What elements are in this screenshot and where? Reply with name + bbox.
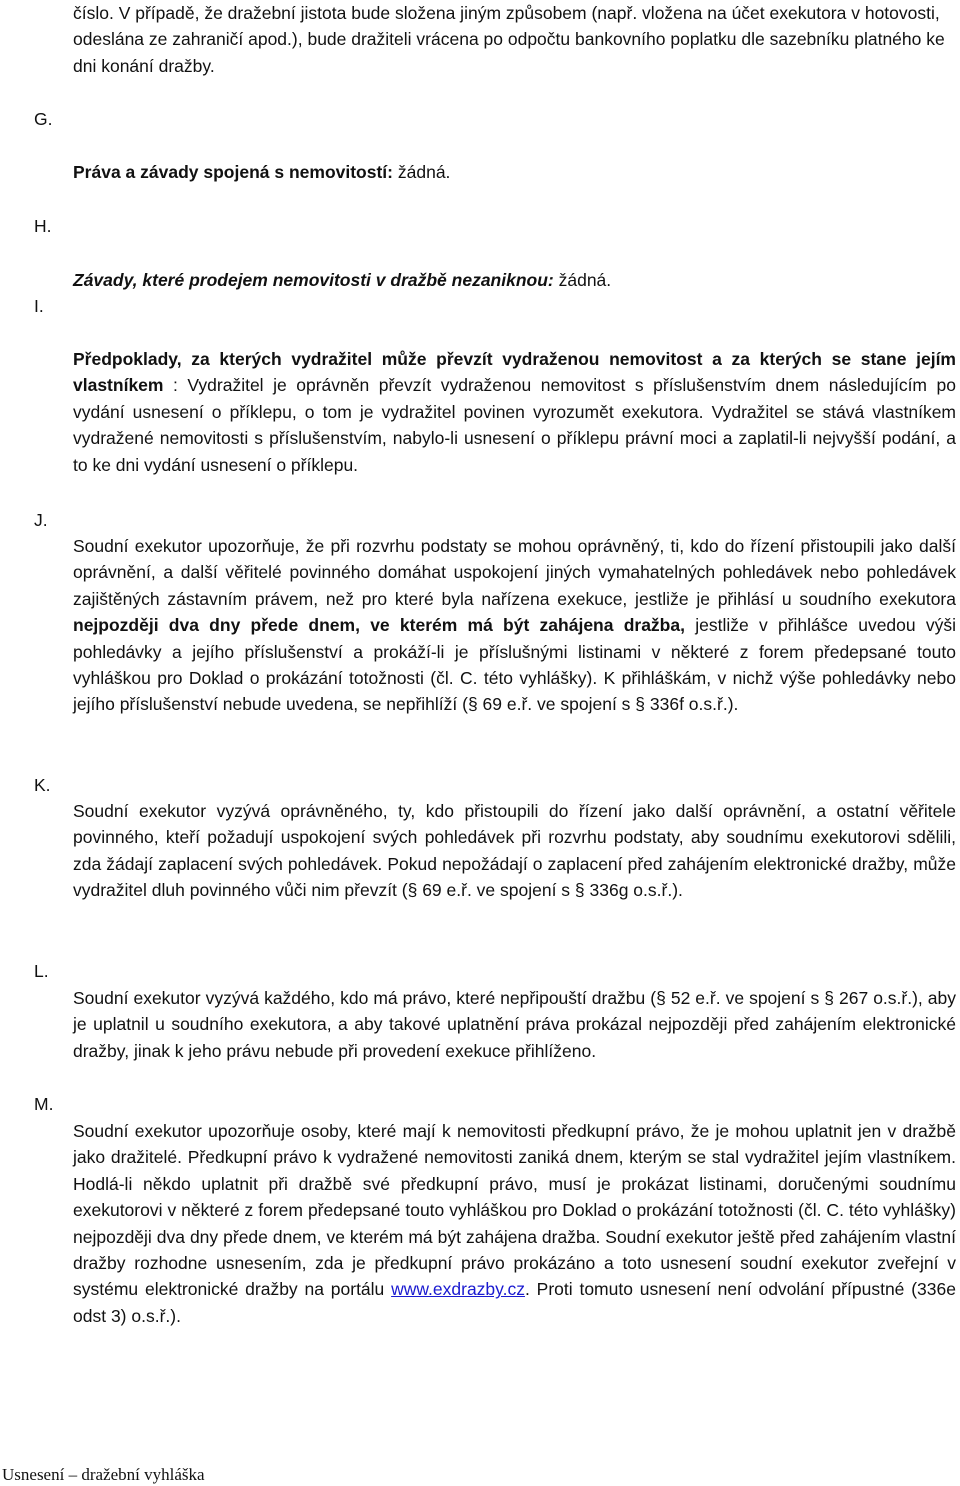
section-letter-j: J. <box>34 510 48 530</box>
section-letter-h: H. <box>34 216 52 236</box>
section-g <box>73 159 956 185</box>
section-letter-k: K. <box>34 775 51 795</box>
section-l-text: Soudní exekutor vyzývá každého, kdo má právo, které nepřipouští dražbu (§ 52 e.ř. ve spojení s § 267 o.s.ř.), aby je uplatnil u soudního exekutora, a aby takové uplatnění práva prokázal nejpozději před zahájením elektronické dražby, jinak k jeho právu nebude při provedení exekuce přihlíženo. <box>73 988 956 1061</box>
section-m <box>73 1118 956 1329</box>
section-j-text1: Soudní exekutor upozorňuje, že při rozvrhu podstaty se mohou oprávněný, ti, kdo do řízení přistoupili jako další oprávnění, a další věřitelé povinného domáhat uspokojení jiných vymahatelných pohledávek nebo pohledávek zajištěných zástavním právem, než pro které byla nařízena exekuce, jestliže je přihlásí u soudního exekutora <box>73 536 956 609</box>
section-l <box>73 985 956 1064</box>
section-letter-g: G. <box>34 109 53 129</box>
section-i-text: : Vydražitel je oprávněn převzít vydraženou nemovitost s příslušenstvím dnem následujícím po vydání usnesení o příklepu, o tom je vydražitel povinen vyrozumět exekutora. Vydražitel se stává vlastníkem vydražené nemovitosti s příslušenstvím, nabylo-li usnesení o příklepu právní moci a zaplatil-li nejvyšší podání, a to ke dni vydání usnesení o příklepu. <box>73 375 956 475</box>
section-j <box>73 533 956 718</box>
section-h-value: žádná. <box>558 270 612 290</box>
section-letter-i: I. <box>34 296 44 316</box>
continuation-paragraph <box>73 0 956 79</box>
section-k <box>73 798 956 904</box>
section-m-text1: Soudní exekutor upozorňuje osoby, které mají k nemovitosti předkupní právo, že je mohou uplatnit jen v dražbě jako dražitelé. Předkupní právo k vydražené nemovitosti zaniká dnem, kterým se stal vydražitel jejím vlastníkem. Hodlá-li někdo uplatnit při dražbě své předkupní právo, musí je prokázat listinami, doručenými soudnímu exekutorovi v některé z forem předepsané touto vyhláškou pro Doklad o prokázání totožnosti (čl. C. této vyhlášky) nejpozději dva dny přede dnem, ve kterém má být zahájena dražba. Soudní exekutor ještě před zahájením vlastní dražby rozhodne usnesením, zda je předkupní právo prokázáno a toto usnesení soudní exekutor zveřejní v systému elektronické dražby na portálu <box>73 1121 956 1300</box>
section-j-text2: jestliže v přihlášce uvedou výši pohledávky a jejího příslušenství a prokáží-li je příslušnými listinami v některé z forem předepsané touto vyhláškou pro Doklad o prokázání totožnosti (čl. C. této vyhlášky). K přihláškám, v nichž výše pohledávky nebo jejího příslušenství nebude uvedena, se nepřihlíží (§ 69 e.ř. ve spojení s § 336f o.s.ř.). <box>73 615 957 715</box>
exdrazby-link[interactable]: www.exdrazby.cz <box>391 1279 525 1300</box>
section-g-value: žádná. <box>397 162 451 182</box>
continuation-text: číslo. V případě, že dražební jistota bude složena jiným způsobem (např. vložena na účet exekutora v hotovosti, odeslána ze zahraničí apod.), bude dražiteli vrácena po odpočtu bankovního poplatku dle sazebníku platného ke dni konání dražby. <box>73 3 945 76</box>
section-h-label: Závady, které prodejem nemovitosti v dražbě nezaniknou: <box>73 270 554 290</box>
section-m-text2: . Proti tomuto usnesení není odvolání přípustné (336e odst 3) o.s.ř.). <box>73 1279 956 1326</box>
section-h <box>73 267 956 293</box>
page-footer: Usnesení – dražební vyhláška <box>2 1465 205 1484</box>
section-k-text: Soudní exekutor vyzývá oprávněného, ty, kdo přistoupili do řízení jako další oprávnění, a ostatní věřitele povinného, kteří požadují uspokojení svých pohledávek při rozvrhu podstaty, aby soudnímu exekutorovi sdělili, zda žádají zaplacení svých pohledávek. Pokud nepožádají o zaplacení před zahájením elektronické dražby, může vydražitel dluh povinného vůči nim převzít (§ 69 e.ř. ve spojení s § 336g o.s.ř.). <box>73 801 956 901</box>
section-g-label: Práva a závady spojená s nemovitostí: <box>73 162 393 182</box>
section-j-deadline: nejpozději dva dny přede dnem, ve kterém má být zahájena dražba, <box>73 615 685 636</box>
section-letter-m: M. <box>34 1094 54 1114</box>
section-i <box>73 346 956 478</box>
section-letter-l: L. <box>34 961 49 981</box>
section-i-label: Předpoklady, za kterých vydražitel může převzít vydraženou nemovitost a za kterých se stane jejím vlastníkem <box>73 349 956 396</box>
